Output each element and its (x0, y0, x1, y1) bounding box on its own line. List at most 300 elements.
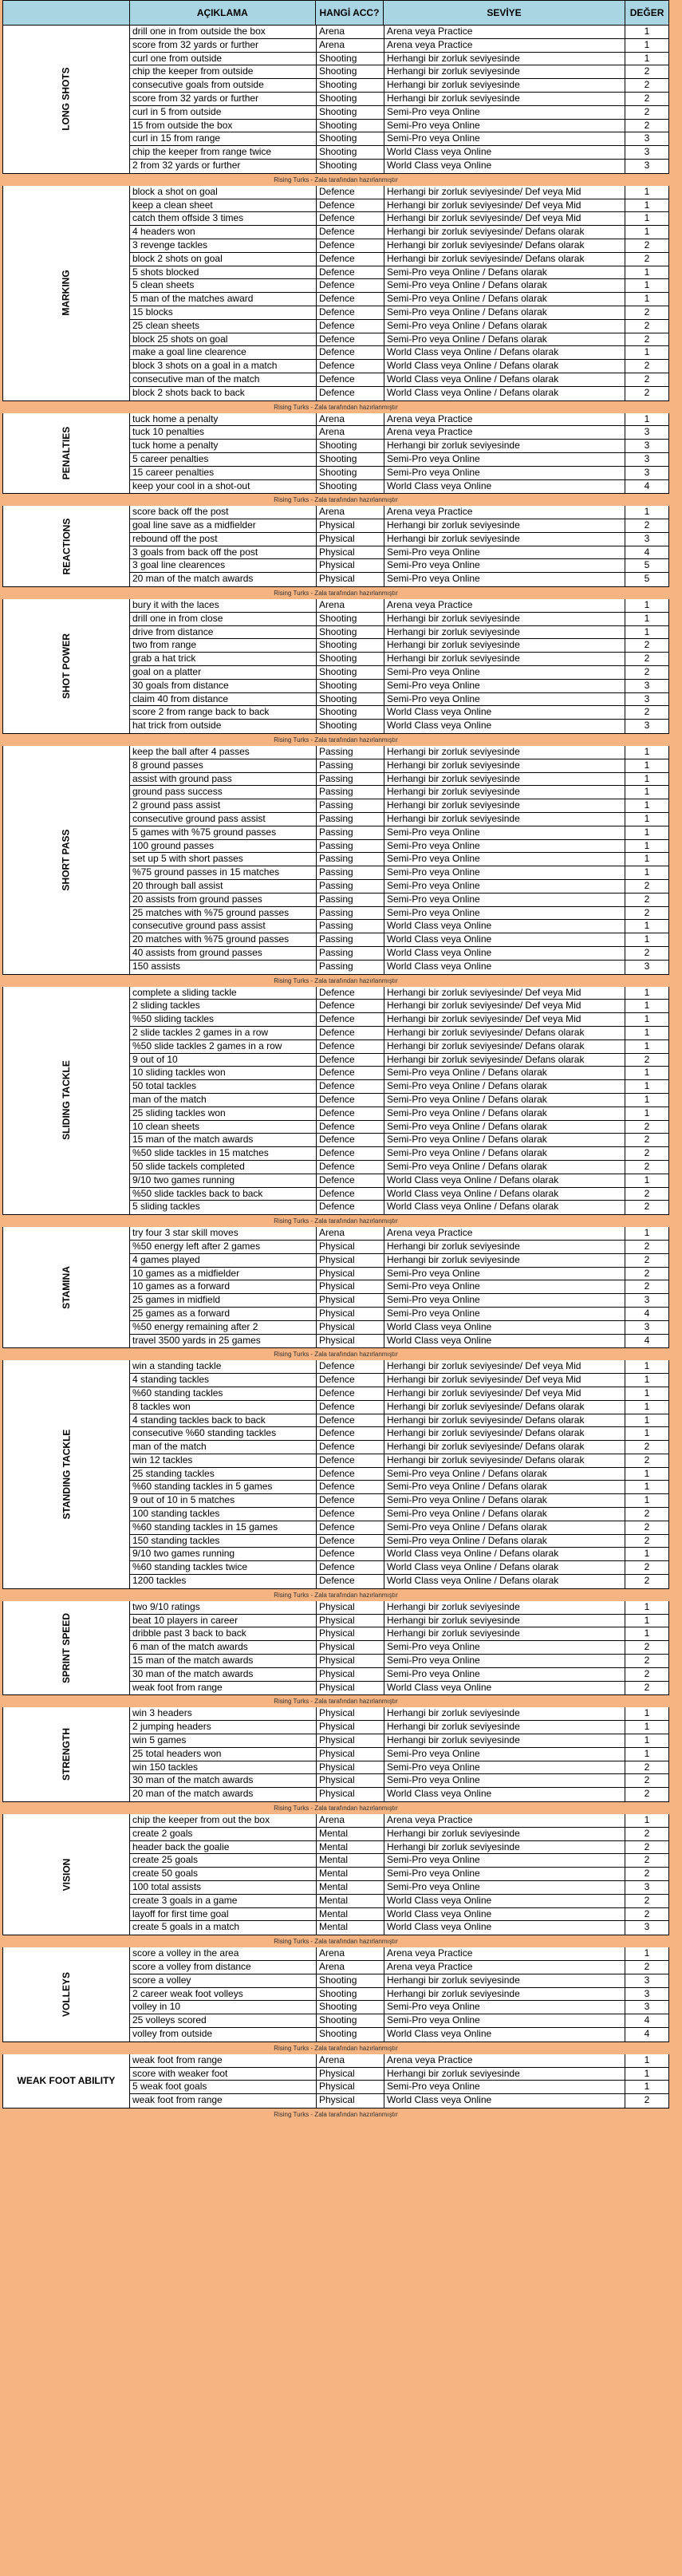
challenge-acc: Mental (317, 1841, 384, 1854)
challenge-acc: Defence (317, 1561, 384, 1574)
challenge-acc: Mental (317, 1828, 384, 1840)
challenge-description: %50 sliding tackles (130, 1013, 317, 1026)
challenge-level: Arena veya Practice (384, 413, 625, 426)
challenge-acc: Defence (317, 1054, 384, 1067)
table-row (130, 1841, 668, 1855)
challenge-level: Herhangi bir zorluk seviyesinde/ Defans olarak (384, 1401, 625, 1414)
challenge-acc: Physical (317, 1655, 384, 1667)
challenge-level: Semi-Pro veya Online (384, 826, 625, 839)
section-title (3, 506, 130, 586)
challenge-acc: Defence (317, 1481, 384, 1493)
challenge-level: Semi-Pro veya Online (384, 132, 625, 145)
table-row (130, 1881, 668, 1895)
section-volleys (2, 1947, 669, 2042)
section-title-label: VISION (61, 1858, 72, 1891)
section-rows (130, 413, 668, 494)
challenge-description: 5 sliding tackles (130, 1201, 317, 1214)
challenge-acc: Arena (317, 39, 384, 52)
challenge-value: 2 (644, 1053, 650, 1065)
challenge-level: Semi-Pro veya Online (384, 1748, 625, 1761)
credit-line: Rising Turks - Zala tarafından hazırlanmıştır (274, 1938, 398, 1946)
table-row (130, 1308, 668, 1321)
challenge-acc: Shooting (317, 53, 384, 65)
challenge-acc: Shooting (317, 467, 384, 479)
challenge-value: 1 (644, 599, 650, 611)
challenge-level: Semi-Pro veya Online (384, 907, 625, 920)
challenge-acc: Physical (317, 1321, 384, 1334)
challenge-description: 8 tackles won (130, 1401, 317, 1414)
challenge-acc: Physical (317, 533, 384, 546)
challenge-level: Semi-Pro veya Online / Defans olarak (384, 1134, 625, 1146)
table-row (130, 1414, 668, 1428)
table-row (130, 1468, 668, 1481)
table-row (130, 440, 668, 453)
table-row (130, 2054, 668, 2068)
challenge-value: 1 (644, 346, 650, 358)
table-row (130, 1080, 668, 1094)
challenge-acc: Defence (317, 1121, 384, 1134)
challenge-description: 5 clean sheets (130, 279, 317, 292)
challenge-value: 3 (644, 2001, 650, 2013)
challenge-value: 1 (644, 1721, 650, 1733)
challenge-acc: Defence (317, 1107, 384, 1120)
challenge-level: Semi-Pro veya Online (384, 1268, 625, 1280)
table-row (130, 1094, 668, 1107)
challenge-acc: Defence (317, 1494, 384, 1507)
challenge-level: Semi-Pro veya Online (384, 693, 625, 706)
challenge-acc: Defence (317, 1161, 384, 1174)
challenge-value: 2 (644, 1521, 650, 1533)
challenge-value: 1 (644, 746, 650, 758)
credit-line: Rising Turks - Zala tarafından hazırlanmıştır (274, 2044, 398, 2052)
challenge-acc: Passing (317, 826, 384, 839)
challenge-value: 3 (644, 532, 650, 544)
challenge-acc: Defence (317, 212, 384, 225)
challenge-description: 100 ground passes (130, 840, 317, 853)
challenge-level: Herhangi bir zorluk seviyesinde/ Defans olarak (384, 1454, 625, 1467)
table-row (130, 1280, 668, 1294)
credit-line: Rising Turks - Zala tarafından hazırlanmıştır (274, 1591, 398, 1599)
challenge-description: %50 slide tackles back to back (130, 1188, 317, 1201)
challenge-description: dribble past 3 back to back (130, 1627, 317, 1640)
table-row (130, 1013, 668, 1027)
table-row (130, 453, 668, 467)
challenge-description: 9/10 two games running (130, 1548, 317, 1560)
header-aciklama: AÇIKLAMA (130, 1, 316, 25)
challenge-description: hat trick from outside (130, 720, 317, 733)
challenge-level: World Class veya Online (384, 2094, 625, 2108)
section-title (3, 987, 130, 1215)
challenge-level: World Class veya Online / Defans olarak (384, 373, 625, 386)
challenge-acc: Defence (317, 1441, 384, 1454)
challenge-level: World Class veya Online (384, 1908, 625, 1921)
table-row (130, 226, 668, 239)
challenge-description: %60 standing tackles (130, 1387, 317, 1400)
challenge-value: 1 (644, 612, 650, 624)
challenge-value: 1 (644, 1387, 650, 1398)
challenge-description: set up 5 with short passes (130, 853, 317, 866)
challenge-description: 15 blocks (130, 306, 317, 319)
challenge-level: Arena veya Practice (384, 39, 625, 52)
table-row (130, 626, 668, 640)
table-row (130, 1761, 668, 1775)
section-rows (130, 987, 668, 1215)
table-row (130, 212, 668, 226)
challenge-acc: Defence (317, 387, 384, 400)
challenge-level: Herhangi bir zorluk seviyesinde/ Def veya Mid (384, 199, 625, 212)
challenge-acc: Defence (317, 1013, 384, 1026)
challenge-description: 2 jumping headers (130, 1721, 317, 1734)
challenge-description: 20 matches with %75 ground passes (130, 933, 317, 946)
challenge-value: 3 (644, 452, 650, 464)
section-title-label: VOLLEYS (60, 1971, 72, 2017)
challenge-acc: Defence (317, 1360, 384, 1373)
table-row (130, 53, 668, 66)
challenge-value: 2 (644, 1854, 650, 1866)
table-row (130, 1707, 668, 1721)
credit-line: Rising Turks - Zala tarafından hazırlanmıştır (274, 1351, 398, 1359)
challenge-value: 2 (644, 1187, 650, 1199)
table-row (130, 106, 668, 120)
table-row (130, 639, 668, 653)
challenge-acc: Shooting (317, 65, 384, 78)
credit-line: Rising Turks - Zala tarafından hazırlanmıştır (274, 976, 398, 984)
challenge-value: 1 (644, 2067, 650, 2079)
challenge-level: Herhangi bir zorluk seviyesinde/ Defans olarak (384, 226, 625, 239)
section-title (3, 1227, 130, 1347)
challenge-level: Herhangi bir zorluk seviyesinde (384, 440, 625, 452)
challenge-acc: Defence (317, 1201, 384, 1214)
challenge-level: Herhangi bir zorluk seviyesinde (384, 653, 625, 665)
table-row (130, 1188, 668, 1201)
challenge-level: Semi-Pro veya Online (384, 1641, 625, 1654)
challenge-level: Herhangi bir zorluk seviyesinde/ Defans olarak (384, 253, 625, 266)
challenge-level: Semi-Pro veya Online / Defans olarak (384, 1468, 625, 1481)
table-row (130, 907, 668, 921)
challenge-level: Semi-Pro veya Online / Defans olarak (384, 266, 625, 279)
table-row (130, 840, 668, 854)
section-marking (2, 186, 669, 401)
challenge-value: 1 (644, 1013, 650, 1025)
challenge-description: 15 career penalties (130, 467, 317, 479)
challenge-level: World Class veya Online (384, 933, 625, 946)
challenge-description: curl in 5 from outside (130, 106, 317, 119)
challenge-level: Semi-Pro veya Online / Defans olarak (384, 1535, 625, 1548)
challenge-level: Herhangi bir zorluk seviyesinde (384, 759, 625, 772)
challenge-acc: Mental (317, 1854, 384, 1867)
challenge-description: bury it with the laces (130, 599, 317, 612)
challenge-level: World Class veya Online / Defans olarak (384, 387, 625, 400)
challenge-value: 2 (644, 706, 650, 718)
challenge-acc: Passing (317, 759, 384, 772)
table-row (130, 1868, 668, 1881)
challenge-level: World Class veya Online (384, 1921, 625, 1935)
challenge-level: Semi-Pro veya Online (384, 1881, 625, 1894)
challenge-description: 15 from outside the box (130, 120, 317, 132)
challenge-value: 1 (644, 1039, 650, 1051)
section-title-label: SHORT PASS (61, 829, 72, 891)
section-rows (130, 1601, 668, 1695)
challenge-level: World Class veya Online (384, 706, 625, 719)
challenge-description: keep a clean sheet (130, 199, 317, 212)
challenge-description: score from 32 yards or further (130, 93, 317, 105)
challenge-level: World Class veya Online (384, 1321, 625, 1334)
challenge-acc: Defence (317, 1094, 384, 1107)
table-row (130, 413, 668, 427)
challenge-acc: Passing (317, 933, 384, 946)
section-title-label: STAMINA (61, 1265, 72, 1309)
section-strength (2, 1707, 669, 1802)
header-category (3, 1, 130, 25)
challenge-level: Semi-Pro veya Online / Defans olarak (384, 293, 625, 306)
challenge-value: 2 (644, 373, 650, 385)
challenge-level: Semi-Pro veya Online / Defans olarak (384, 1494, 625, 1507)
challenge-level: Herhangi bir zorluk seviyesinde/ Defans olarak (384, 1414, 625, 1427)
credit-line: Rising Turks - Zala tarafından hazırlanmıştır (274, 176, 398, 183)
sections-container (2, 26, 669, 2120)
challenge-acc: Mental (317, 1868, 384, 1880)
challenge-description: %60 standing tackles in 15 games (130, 1521, 317, 1534)
challenge-acc: Defence (317, 186, 384, 199)
challenge-description: 3 goals from back off the post (130, 546, 317, 559)
challenge-value: 1 (644, 38, 650, 50)
challenge-acc: Shooting (317, 639, 384, 652)
challenge-level: Semi-Pro veya Online (384, 1280, 625, 1293)
challenge-level: Semi-Pro veya Online (384, 666, 625, 679)
challenge-level: Herhangi bir zorluk seviyesinde (384, 613, 625, 625)
challenge-description: win 12 tackles (130, 1454, 317, 1467)
credit-line: Rising Turks - Zala tarafından hazırlanmıştır (274, 736, 398, 744)
challenge-value: 1 (644, 2081, 650, 2093)
challenge-acc: Shooting (317, 693, 384, 706)
challenge-description: 25 clean sheets (130, 320, 317, 333)
challenge-level: Herhangi bir zorluk seviyesinde/ Def veya Mid (384, 987, 625, 1000)
challenge-description: block 2 shots on goal (130, 253, 317, 266)
challenge-acc: Defence (317, 1468, 384, 1481)
challenge-acc: Defence (317, 1188, 384, 1201)
challenge-description: tuck home a penalty (130, 413, 317, 426)
challenge-acc: Physical (317, 1641, 384, 1654)
section-rows (130, 186, 668, 400)
section-reactions (2, 506, 669, 587)
challenge-value: 2 (644, 653, 650, 665)
challenge-level: Semi-Pro veya Online (384, 1294, 625, 1307)
challenge-level: Herhangi bir zorluk seviyesinde (384, 626, 625, 639)
challenge-description: 25 matches with %75 ground passes (130, 907, 317, 920)
table-row (130, 65, 668, 79)
challenge-level: Arena veya Practice (384, 426, 625, 439)
challenge-level: Arena veya Practice (384, 1814, 625, 1827)
challenge-value: 1 (644, 412, 650, 424)
challenge-acc: Physical (317, 1335, 384, 1348)
header-row (2, 0, 669, 26)
challenge-level: World Class veya Online (384, 947, 625, 960)
table-row (130, 519, 668, 533)
challenge-description: score 2 from range back to back (130, 706, 317, 719)
section-penalties (2, 413, 669, 495)
challenge-level: Herhangi bir zorluk seviyesinde (384, 533, 625, 546)
challenge-level: Herhangi bir zorluk seviyesinde (384, 1254, 625, 1267)
table-row (130, 1427, 668, 1441)
challenge-level: World Class veya Online (384, 480, 625, 494)
challenge-level: Herhangi bir zorluk seviyesinde/ Def veya Mid (384, 1013, 625, 1026)
section-title-label: SPRINT SPEED (61, 1612, 72, 1683)
challenge-description: 20 man of the match awards (130, 573, 317, 586)
challenge-acc: Arena (317, 1961, 384, 1974)
challenge-value: 2 (644, 79, 650, 91)
challenge-acc: Physical (317, 2068, 384, 2081)
challenge-level: Semi-Pro veya Online / Defans olarak (384, 333, 625, 346)
challenge-value: 1 (644, 920, 650, 932)
table-row (130, 1974, 668, 1988)
challenge-value: 4 (644, 1307, 650, 1319)
table-row (130, 1814, 668, 1828)
section-title-label: SHOT POWER (60, 633, 72, 700)
challenge-acc: Passing (317, 880, 384, 893)
table-row (130, 573, 668, 586)
challenge-description: 3 revenge tackles (130, 239, 317, 252)
table-row (130, 146, 668, 160)
challenge-level: Semi-Pro veya Online (384, 467, 625, 479)
challenge-description: 9/10 two games running (130, 1174, 317, 1187)
table-row (130, 759, 668, 773)
challenge-acc: Shooting (317, 106, 384, 119)
challenge-level: Herhangi bir zorluk seviyesinde/ Defans olarak (384, 1054, 625, 1067)
challenge-acc: Arena (317, 506, 384, 519)
challenge-level: World Class veya Online (384, 1788, 625, 1801)
challenge-value: 1 (644, 1614, 650, 1626)
challenge-level: Semi-Pro veya Online (384, 2081, 625, 2093)
challenge-level: Semi-Pro veya Online (384, 1668, 625, 1681)
table-row (130, 2094, 668, 2108)
challenge-table (2, 0, 669, 2120)
challenge-acc: Defence (317, 1548, 384, 1560)
challenge-acc: Passing (317, 746, 384, 759)
table-row (130, 786, 668, 799)
challenge-description: 3 goal line clearences (130, 559, 317, 572)
challenge-description: weak foot from range (130, 1682, 317, 1695)
challenge-level: Herhangi bir zorluk seviyesinde (384, 813, 625, 826)
challenge-level: Herhangi bir zorluk seviyesinde/ Defans olarak (384, 1427, 625, 1440)
table-row (130, 773, 668, 787)
challenge-acc: Defence (317, 239, 384, 252)
challenge-acc: Arena (317, 1947, 384, 1960)
table-row (130, 333, 668, 347)
section-title (3, 413, 130, 494)
challenge-level: Herhangi bir zorluk seviyesinde/ Defans olarak (384, 1027, 625, 1039)
challenge-description: 2 slide tackles 2 games in a row (130, 1027, 317, 1039)
challenge-acc: Physical (317, 1254, 384, 1267)
table-row (130, 306, 668, 320)
challenge-value: 1 (644, 1360, 650, 1372)
challenge-description: 30 goals from distance (130, 680, 317, 692)
challenge-value: 1 (644, 279, 650, 291)
section-sliding-tackle (2, 987, 669, 1216)
credit-line: Rising Turks - Zala tarafından hazırlanmıştır (274, 590, 398, 598)
challenge-value: 1 (644, 1947, 650, 1959)
challenge-description: 9 out of 10 in 5 matches (130, 1494, 317, 1507)
table-row (130, 1655, 668, 1668)
table-row (130, 746, 668, 759)
challenge-level: Herhangi bir zorluk seviyesinde (384, 519, 625, 532)
challenge-level: Herhangi bir zorluk seviyesinde/ Def veya Mid (384, 186, 625, 199)
challenge-description: create 5 goals in a match (130, 1921, 317, 1935)
challenge-description: rebound off the post (130, 533, 317, 546)
challenge-value: 4 (644, 1334, 650, 1346)
challenge-description: 150 standing tackles (130, 1535, 317, 1548)
challenge-description: claim 40 from distance (130, 693, 317, 706)
header-acc: HANGİ ACC? (316, 1, 384, 25)
table-row (130, 2028, 668, 2041)
challenge-description: two 9/10 ratings (130, 1601, 317, 1614)
challenge-level: Semi-Pro veya Online (384, 1854, 625, 1867)
table-row (130, 279, 668, 293)
challenge-description: keep your cool in a shot-out (130, 480, 317, 494)
table-row (130, 1321, 668, 1335)
challenge-value: 2 (644, 1147, 650, 1159)
challenge-level: Semi-Pro veya Online (384, 120, 625, 132)
challenge-level: World Class veya Online (384, 2028, 625, 2041)
challenge-level: Herhangi bir zorluk seviyesinde (384, 1828, 625, 1840)
table-row (130, 1494, 668, 1508)
challenge-description: 6 man of the match awards (130, 1641, 317, 1654)
challenge-value: 1 (644, 212, 650, 224)
table-row (130, 373, 668, 387)
table-row (130, 2081, 668, 2094)
challenge-description: 25 sliding tackles won (130, 1107, 317, 1120)
table-row (130, 1668, 668, 1682)
challenge-level: Herhangi bir zorluk seviyesinde (384, 93, 625, 105)
challenge-value: 2 (644, 333, 650, 345)
table-row (130, 1854, 668, 1868)
challenge-description: drill one in from outside the box (130, 26, 317, 38)
credit-line: Rising Turks - Zala tarafından hazırlanmıştır (274, 1217, 398, 1225)
challenge-description: 20 through ball assist (130, 880, 317, 893)
challenge-value: 2 (644, 1441, 650, 1453)
challenge-value: 1 (644, 1414, 650, 1426)
challenge-acc: Shooting (317, 120, 384, 132)
challenge-value: 2 (644, 65, 650, 77)
challenge-level: Herhangi bir zorluk seviyesinde (384, 786, 625, 799)
challenge-level: Semi-Pro veya Online / Defans olarak (384, 320, 625, 333)
challenge-acc: Physical (317, 1615, 384, 1627)
challenge-acc: Physical (317, 1748, 384, 1761)
challenge-description: chip the keeper from range twice (130, 146, 317, 159)
challenge-value: 1 (644, 1427, 650, 1439)
challenge-level: Herhangi bir zorluk seviyesinde (384, 1707, 625, 1720)
challenge-acc: Passing (317, 786, 384, 799)
challenge-description: 8 ground passes (130, 759, 317, 772)
challenge-level: Semi-Pro veya Online / Defans olarak (384, 306, 625, 319)
challenge-level: World Class veya Online (384, 1335, 625, 1348)
challenge-description: 20 man of the match awards (130, 1788, 317, 1801)
challenge-acc: Shooting (317, 720, 384, 733)
challenge-level: Semi-Pro veya Online / Defans olarak (384, 1161, 625, 1174)
challenge-level: Herhangi bir zorluk seviyesinde/ Def veya Mid (384, 212, 625, 225)
challenge-acc: Physical (317, 1241, 384, 1253)
challenge-acc: Shooting (317, 440, 384, 452)
challenge-acc: Defence (317, 253, 384, 266)
challenge-value: 1 (644, 293, 650, 305)
challenge-level: Herhangi bir zorluk seviyesinde/ Def veya Mid (384, 1374, 625, 1387)
challenge-level: Herhangi bir zorluk seviyesinde (384, 773, 625, 786)
challenge-value: 1 (644, 1734, 650, 1746)
challenge-description: two from range (130, 639, 317, 652)
challenge-description: create 50 goals (130, 1868, 317, 1880)
table-row (130, 320, 668, 333)
table-row (130, 199, 668, 213)
challenge-acc: Passing (317, 799, 384, 812)
